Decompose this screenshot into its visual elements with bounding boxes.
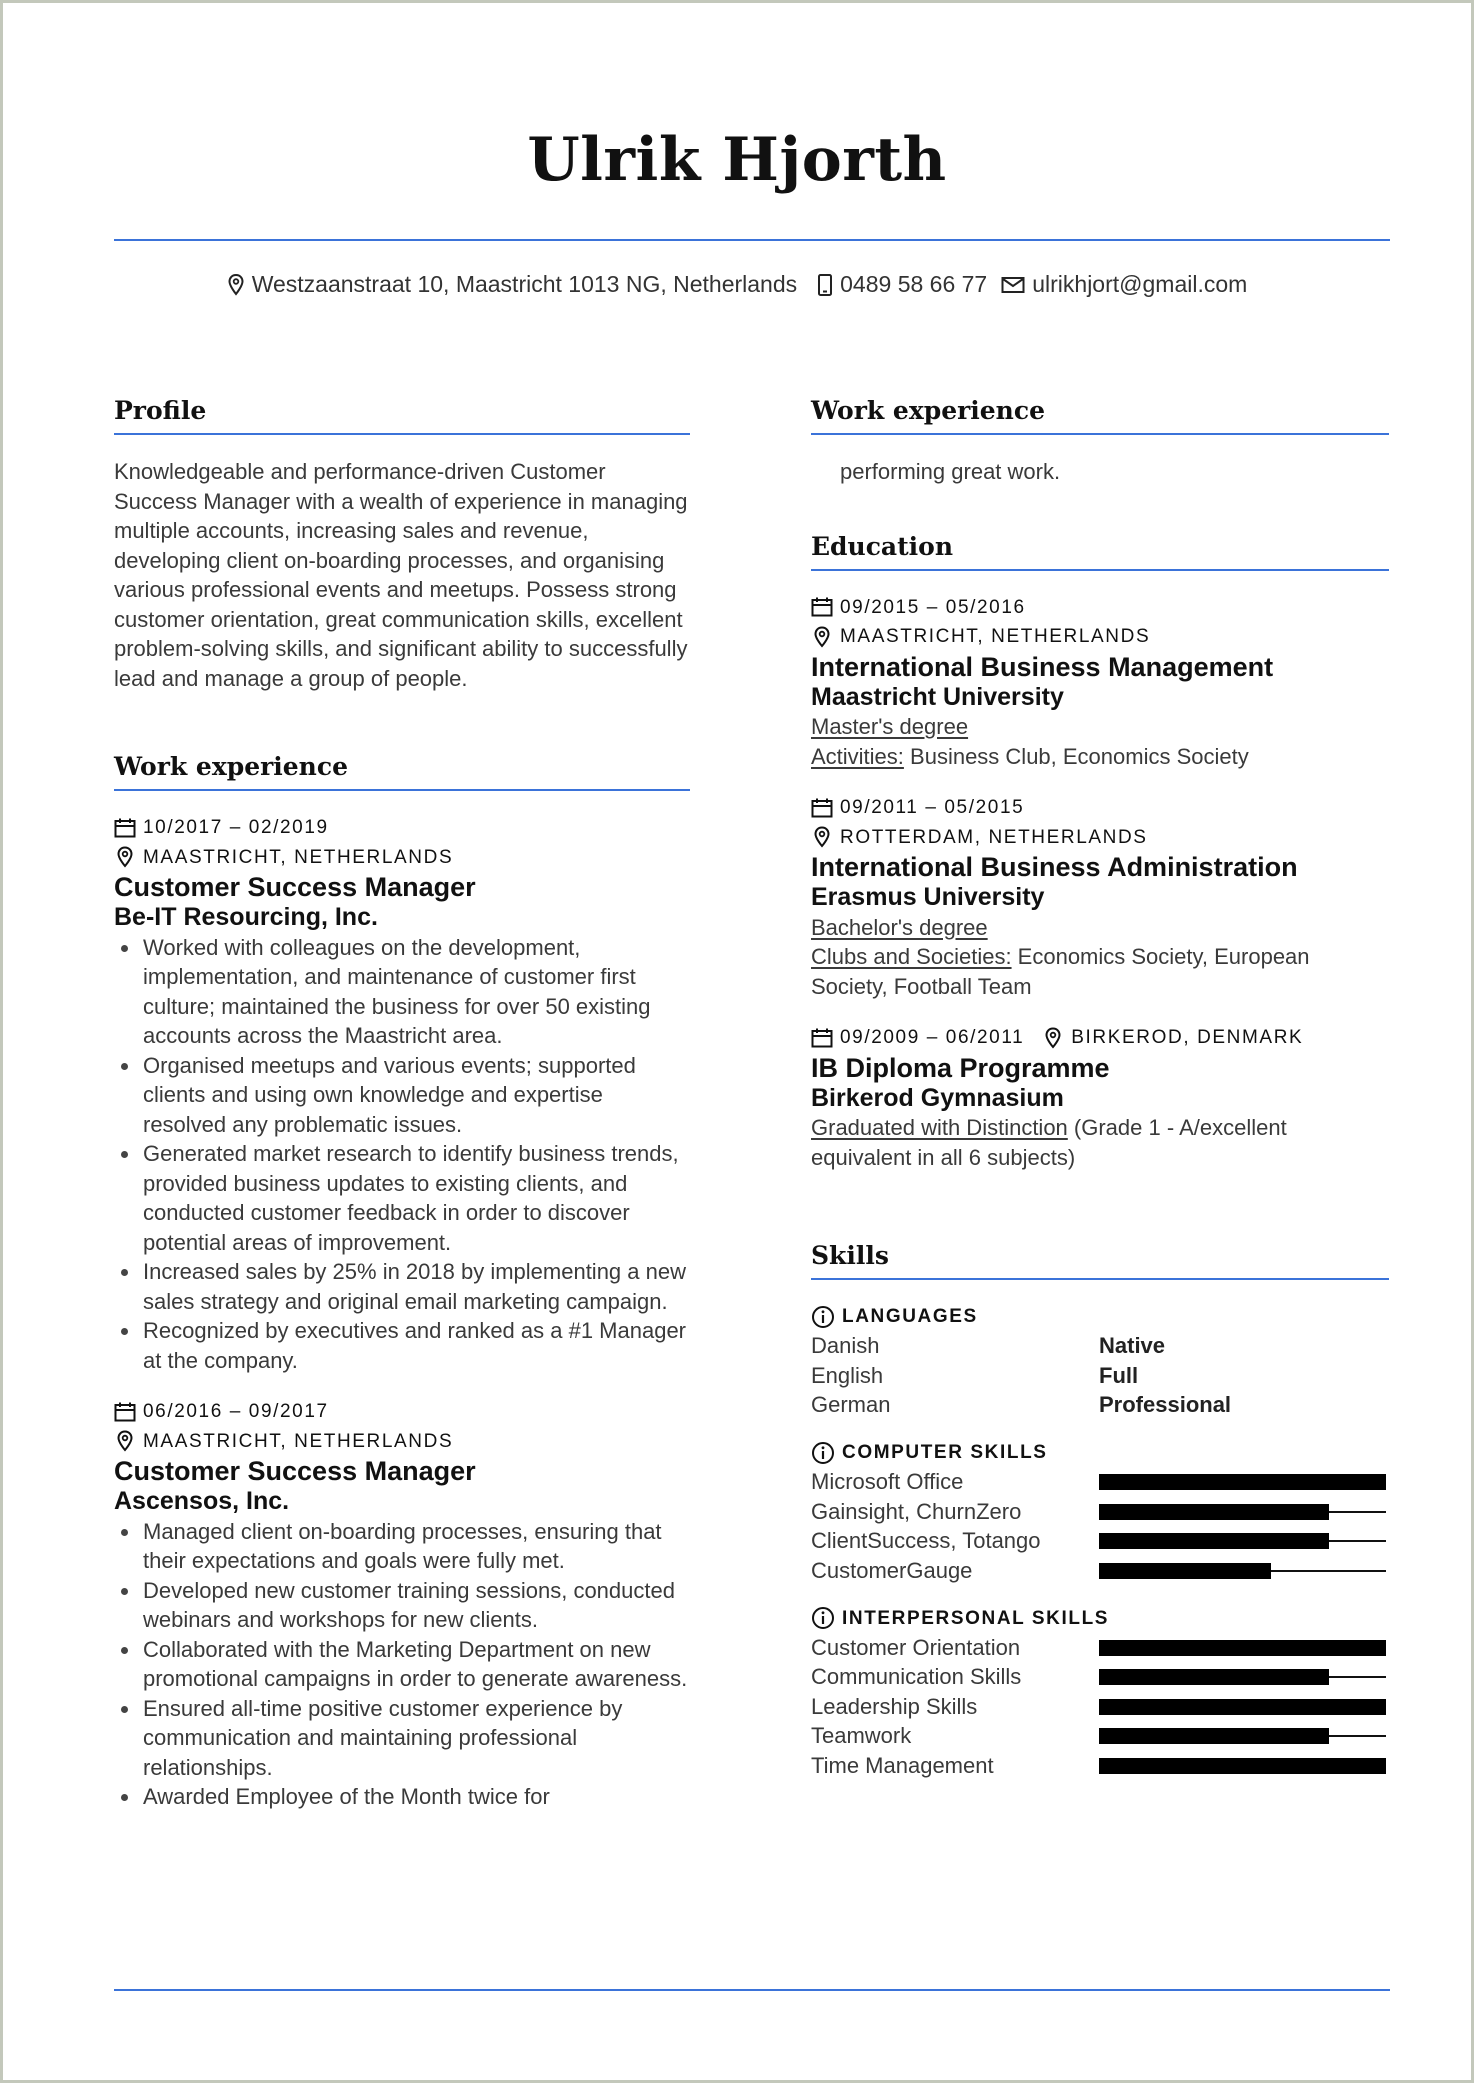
education-school: Birkerod Gymnasium — [811, 1083, 1064, 1112]
job-entry — [114, 1397, 690, 1812]
computer-skills-label: COMPUTER SKILLS — [842, 1442, 1048, 1463]
interpersonal-skills-label: INTERPERSONAL SKILLS — [842, 1607, 1110, 1629]
language-row — [811, 1332, 1389, 1362]
education-degree: International Business Administration — [811, 852, 1298, 882]
work-experience-heading: Work experience — [114, 752, 348, 781]
job-location-text: MAASTRICHT, NETHERLANDS — [143, 846, 454, 868]
education-degree: International Business Management — [811, 651, 1274, 682]
language-level: Professional — [1099, 1392, 1232, 1418]
interpersonal-skill-row — [811, 1751, 1389, 1781]
profile-heading: Profile — [114, 396, 207, 425]
candidate-name: Ulrik Hjorth — [527, 125, 947, 195]
education-location-text: ROTTERDAM, NETHERLANDS — [840, 826, 1148, 848]
job-bullet: Organised meetups and various events; supported clients and using own knowledge and expertise resolved any problematic issues. — [143, 1051, 690, 1140]
job-bullet: Recognized by executives and ranked as a #1 Manager at the company. — [143, 1316, 690, 1375]
skill-level-bar — [1099, 1728, 1386, 1744]
education-degree-type — [811, 913, 1389, 943]
education-activities — [811, 742, 1389, 772]
education-degree-type — [811, 712, 1389, 742]
job-entry — [114, 813, 690, 1375]
education-location-text: BIRKEROD, DENMARK — [1071, 1027, 1304, 1048]
location-pin-icon — [114, 1430, 136, 1452]
education-degree: IB Diploma Programme — [811, 1052, 1110, 1083]
education-dates-text: 09/2015 – 05/2016 — [840, 596, 1026, 618]
education-location — [811, 823, 1389, 853]
mail-icon — [1001, 276, 1025, 294]
skill-level-bar — [1099, 1474, 1386, 1490]
skill-level-bar — [1099, 1563, 1386, 1579]
activities-label: Clubs and Societies: — [811, 944, 1012, 969]
education-activities — [811, 942, 1389, 1001]
location-pin-icon — [227, 273, 245, 297]
skill-name: Gainsight, ChurnZero — [811, 1498, 1022, 1524]
language-row — [811, 1361, 1389, 1391]
calendar-icon — [114, 818, 136, 838]
language-row — [811, 1391, 1389, 1421]
skill-name: Leadership Skills — [811, 1693, 978, 1719]
skills-divider — [811, 1278, 1389, 1280]
skill-name: Customer Orientation — [811, 1634, 1021, 1660]
calendar-icon — [114, 1402, 136, 1422]
location-pin-icon — [811, 826, 833, 848]
left-column — [114, 393, 690, 1834]
education-entry — [811, 1023, 1389, 1172]
job-location — [114, 1427, 690, 1457]
phone-icon — [817, 273, 833, 297]
interpersonal-skill-row — [811, 1663, 1389, 1693]
footer-divider — [114, 1989, 1390, 1991]
computer-skill-row — [811, 1497, 1389, 1527]
computer-skill-row — [811, 1527, 1389, 1557]
resume-page — [3, 3, 1471, 2080]
email-text: ulrikhjort@gmail.com — [1032, 271, 1248, 297]
job-bullet: Ensured all-time positive customer experience by communication and maintaining professional relationships. — [143, 1694, 690, 1783]
interpersonal-skill-row — [811, 1722, 1389, 1752]
activities-text: Economics Society, European Society, Football Team — [811, 944, 1310, 999]
job-dates — [114, 813, 690, 843]
location-pin-icon — [1042, 1027, 1064, 1049]
skill-name: ClientSuccess, Totango — [811, 1528, 1041, 1554]
language-name: Danish — [811, 1333, 880, 1359]
job-bullet: Awarded Employee of the Month twice for — [143, 1782, 690, 1812]
info-icon — [811, 1441, 835, 1465]
job-bullet-continuation: performing great work. — [840, 459, 1061, 484]
computer-skill-row — [811, 1556, 1389, 1586]
work-experience-divider — [114, 789, 690, 791]
job-title: Customer Success Manager — [114, 1456, 476, 1486]
skill-level-bar — [1099, 1699, 1386, 1715]
profile-divider — [114, 433, 690, 435]
work-experience-continued-divider — [811, 433, 1389, 435]
education-dates-location — [811, 1023, 1389, 1053]
languages-heading — [811, 1302, 1389, 1332]
activities-label: Activities: — [811, 743, 904, 769]
degree-type-suffix: (Grade 1 - A/excellent equivalent in all 6 subjects) — [811, 1115, 1287, 1170]
contact-address — [227, 271, 797, 298]
language-level: Full — [1099, 1362, 1139, 1388]
skills-languages — [811, 1302, 1389, 1420]
activities-text: Business Club, Economics Society — [903, 743, 1249, 769]
info-icon — [811, 1606, 835, 1630]
job-bullets — [114, 933, 690, 1376]
job-location-text: MAASTRICHT, NETHERLANDS — [143, 1430, 454, 1452]
skills-heading: Skills — [811, 1241, 889, 1270]
profile-summary: Knowledgeable and performance-driven Customer Success Manager with a wealth of experience in managing multiple accounts, increasing sales and revenue, developing client on-boarding processes, and organising various professional events and meetups. Possess strong customer orientation, great communication skills, excellent problem-solving skills, and significant ability to successfully lead and manage a group of people. — [114, 459, 688, 691]
contact-email — [1001, 271, 1247, 298]
skills-interpersonal — [811, 1604, 1389, 1781]
job-dates — [114, 1397, 690, 1427]
info-icon — [811, 1305, 835, 1329]
education-entry — [811, 593, 1389, 772]
education-dates-text: 09/2009 – 06/2011 — [840, 1027, 1025, 1048]
computer-skill-row — [811, 1468, 1389, 1498]
contact-phone — [817, 271, 987, 298]
education-heading: Education — [811, 531, 954, 561]
skill-name: Teamwork — [811, 1723, 912, 1749]
job-title: Customer Success Manager — [114, 872, 476, 902]
degree-type-text: Graduated with Distinction — [811, 1115, 1068, 1140]
job-dates-text: 10/2017 – 02/2019 — [143, 817, 329, 838]
education-location-text: MAASTRICHT, NETHERLANDS — [840, 626, 1151, 647]
interpersonal-skill-row — [811, 1692, 1389, 1722]
skills-computer — [811, 1438, 1389, 1586]
skill-level-bar — [1099, 1533, 1386, 1549]
language-level: Native — [1099, 1333, 1166, 1359]
education-dates-text: 09/2011 – 05/2015 — [840, 797, 1025, 818]
education-entry — [811, 793, 1389, 1001]
education-degree-type — [811, 1113, 1389, 1172]
skill-level-bar — [1099, 1504, 1386, 1520]
education-dates — [811, 593, 1389, 623]
job-bullet: Increased sales by 25% in 2018 by implementing a new sales strategy and original email marketing campaign. — [143, 1257, 690, 1316]
computer-skills-heading — [811, 1438, 1389, 1468]
contact-bar — [3, 271, 1471, 298]
job-company: Ascensos, Inc. — [114, 1487, 290, 1515]
language-name: German — [811, 1392, 891, 1418]
degree-type-text: Bachelor's degree — [811, 914, 988, 940]
skill-name: CustomerGauge — [811, 1557, 973, 1583]
skill-name: Communication Skills — [811, 1664, 1022, 1690]
job-location — [114, 843, 690, 873]
job-bullet: Developed new customer training sessions, conducted webinars and workshops for new clients. — [143, 1576, 690, 1635]
location-pin-icon — [114, 846, 136, 868]
location-pin-icon — [811, 626, 833, 648]
job-dates-text: 06/2016 – 09/2017 — [143, 1401, 329, 1422]
right-column — [811, 393, 1389, 1799]
job-bullet: Worked with colleagues on the development, implementation, and maintenance of customer first culture; maintained the business for over 50 existing accounts across the Maastricht area. — [143, 933, 690, 1051]
header-top-divider — [114, 239, 1390, 241]
interpersonal-skill-row — [811, 1633, 1389, 1663]
skill-name: Time Management — [811, 1752, 994, 1778]
work-experience-continued-heading: Work experience — [811, 396, 1045, 425]
job-bullet: Collaborated with the Marketing Department on new promotional campaigns in order to generate awareness. — [143, 1635, 690, 1694]
education-school: Maastricht University — [811, 682, 1064, 711]
job-bullets — [114, 1517, 690, 1812]
calendar-icon — [811, 1028, 833, 1048]
skill-level-bar — [1099, 1669, 1386, 1685]
education-divider — [811, 569, 1389, 571]
job-company: Be-IT Resourcing, Inc. — [114, 903, 378, 931]
languages-label: LANGUAGES — [842, 1306, 978, 1327]
job-bullet: Managed client on-boarding processes, ensuring that their expectations and goals were fully met. — [143, 1517, 690, 1576]
skill-level-bar — [1099, 1758, 1386, 1774]
phone-text: 0489 58 66 77 — [840, 271, 988, 297]
address-text: Westzaanstraat 10, Maastricht 1013 NG, Netherlands — [251, 271, 798, 297]
degree-type-text: Master's degree — [811, 714, 969, 739]
skill-level-bar — [1099, 1640, 1386, 1656]
skill-name: Microsoft Office — [811, 1469, 964, 1495]
calendar-icon — [811, 597, 833, 617]
calendar-icon — [811, 798, 833, 818]
language-name: English — [811, 1362, 884, 1388]
interpersonal-skills-heading — [811, 1604, 1389, 1634]
education-location — [811, 622, 1389, 652]
education-dates — [811, 793, 1389, 823]
education-school: Erasmus University — [811, 883, 1045, 911]
job-bullet: Generated market research to identify business trends, provided business updates to existing clients, and conducted customer feedback in order to discover potential areas of improvement. — [143, 1139, 690, 1257]
